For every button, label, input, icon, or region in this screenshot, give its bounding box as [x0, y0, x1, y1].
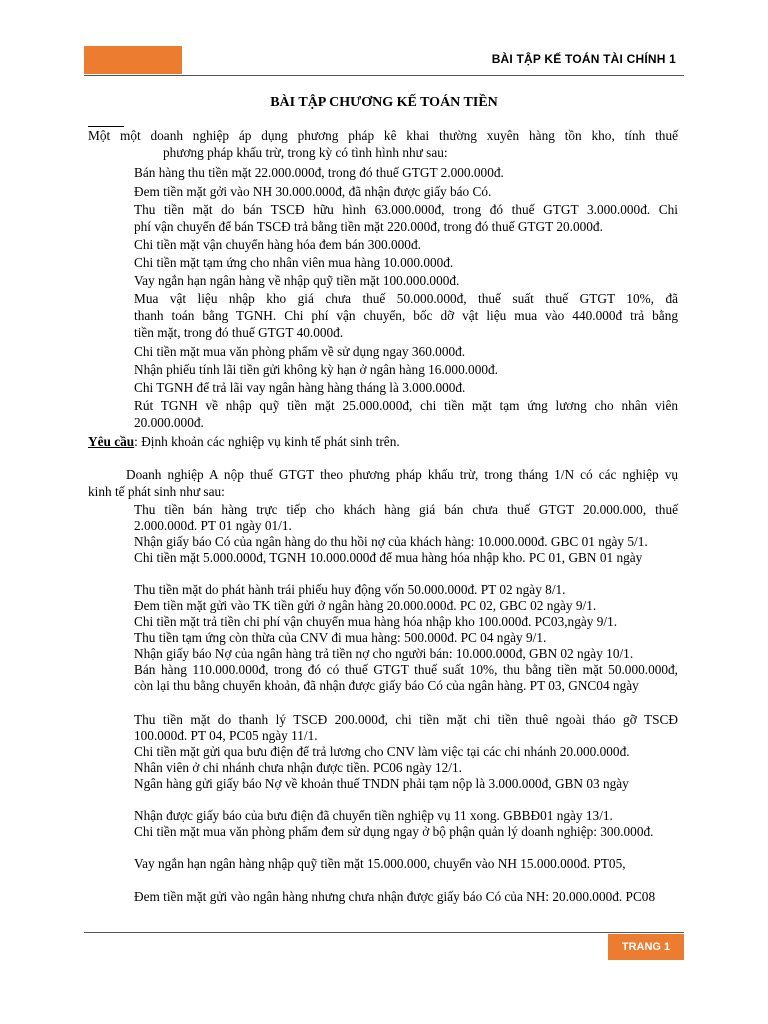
- requirement-line: [88, 434, 400, 450]
- exercise2-item: Chi tiền mặt gửi qua bưu điện để trả lương cho CNV làm việc tại các chi nhánh 20.000.000đ.: [134, 744, 630, 759]
- exercise1-item: Rút TGNH về nhập quỹ tiền mặt 25.000.000đ, chi tiền mặt tạm ứng lương cho nhân viên: [134, 398, 678, 413]
- exercise1-item: thanh toán bằng TGNH. Chi phí vận chuyển, bốc dỡ vật liệu mua vào 440.000đ trả bằng: [134, 308, 678, 323]
- exercise1-item: Vay ngắn hạn ngân hàng về nhập quỹ tiền mặt 100.000.000đ.: [134, 273, 460, 288]
- requirement-label: Yêu cầu: [88, 434, 135, 449]
- exercise2-intro-line2: kinh tế phát sinh như sau:: [88, 484, 225, 499]
- exercise2-item: Đem tiền mặt gửi vào ngân hàng nhưng chưa nhận được giấy báo Có của NH: 20.000.000đ. PC08: [134, 889, 656, 904]
- exercise1-item: tiền mặt, trong đó thuế GTGT 40.000đ.: [134, 325, 344, 340]
- exercise2-item: Chi tiền mặt mua văn phòng phẩm đem sử dụng ngay ở bộ phận quản lý doanh nghiệp: 300.000đ.: [134, 824, 654, 839]
- exercise2-item: Nhân viên ở chi nhánh chưa nhận được tiền. PC06 ngày 12/1.: [134, 760, 462, 775]
- exercise1-intro-line1: Một một doanh nghiệp áp dụng phương pháp kê khai thường xuyên hàng tồn kho, tính thuế: [88, 128, 678, 143]
- exercise1-item: Đem tiền mặt gởi vào NH 30.000.000đ, đã nhận được giấy báo Có.: [134, 184, 492, 199]
- exercise2-item: Chi tiền mặt 5.000.000đ, TGNH 10.000.000đ để mua hàng hóa nhập kho. PC 01, GBN 01 ngày: [134, 550, 643, 565]
- exercise2-item: còn lại thu bằng chuyển khoản, đã nhận được giấy báo Có của ngân hàng. PT 03, GNC04 ngày: [134, 678, 639, 693]
- exercise2-item: Vay ngắn hạn ngân hàng nhập quỹ tiền mặt 15.000.000, chuyển vào NH 15.000.000đ. PT05,: [134, 856, 626, 871]
- exercise1-intro-line2: phương pháp khấu trừ, trong kỳ có tình hình như sau:: [163, 145, 448, 160]
- header-title: BÀI TẬP KẾ TOÁN TÀI CHÍNH 1: [491, 52, 676, 66]
- exercise2-item: Nhận được giấy báo của bưu điện đã chuyển tiền nghiệp vụ 11 xong. GBBĐ01 ngày 13/1.: [134, 808, 613, 823]
- header-divider: [84, 75, 684, 76]
- exercise2-item: Thu tiền tạm ứng còn thừa của CNV đi mua hàng: 500.000đ. PC 04 ngày 9/1.: [134, 630, 547, 645]
- exercise2-item: Thu tiền bán hàng trực tiếp cho khách hàng giá bán chưa thuế GTGT 20.000.000, thuế: [134, 502, 678, 517]
- exercise1-item: 20.000.000đ.: [134, 415, 204, 430]
- requirement-text: : Định khoản các nghiệp vụ kinh tế phát sinh trên.: [134, 434, 400, 449]
- footer-divider: [84, 932, 684, 933]
- exercise2-item: Chi tiền mặt trả tiền chi phí vận chuyển mua hàng hóa nhập kho 100.000đ. PC03,ngày 9/1.: [134, 614, 618, 629]
- exercise1-item: Chi tiền mặt tạm ứng cho nhân viên mua hàng 10.000.000đ.: [134, 255, 454, 270]
- exercise2-item: Ngân hàng gửi giấy báo Nợ về khoản thuế TNDN phải tạm nộp là 3.000.000đ, GBN 03 ngày: [134, 776, 629, 791]
- exercise1-item: phí vận chuyển để bán TSCĐ trả bằng tiền mặt 220.000đ, trong đó thuế GTGT 20.000đ.: [134, 219, 603, 234]
- exercise1-item: Thu tiền mặt do bán TSCĐ hữu hình 63.000.000đ, trong đó thuế GTGT 3.000.000đ. Chi: [134, 202, 678, 217]
- exercise1-item: Bán hàng thu tiền mặt 22.000.000đ, trong đó thuế GTGT 2.000.000đ.: [134, 165, 504, 180]
- exercise2-item: Thu tiền mặt do phát hành trái phiếu huy động vốn 50.000.000đ. PT 02 ngày 8/1.: [134, 582, 566, 597]
- exercise2-item: 100.000đ. PT 04, PC05 ngày 11/1.: [134, 728, 318, 743]
- exercise1-item: Mua vật liệu nhập kho giá chưa thuế 50.000.000đ, thuế suất thuế GTGT 10%, đã: [134, 291, 678, 306]
- exercise2-intro-line1: Doanh nghiệp A nộp thuế GTGT theo phương pháp khấu trừ, trong tháng 1/N có các nghiệp vụ: [126, 467, 678, 482]
- exercise2-item: Nhận giấy báo Nợ của ngân hàng trả tiền nợ cho người bán: 10.000.000đ, GBN 02 ngày 10/1.: [134, 646, 634, 661]
- exercise2-item: Nhận giấy báo Có của ngân hàng do thu hồi nợ của khách hàng: 10.000.000đ. GBC 01 ngày 5/1.: [134, 534, 648, 549]
- header-accent-bar: [84, 46, 182, 74]
- short-divider: [88, 126, 124, 127]
- exercise1-item: Chi tiền mặt mua văn phòng phẩm về sử dụng ngay 360.000đ.: [134, 344, 466, 359]
- exercise2-item: Đem tiền mặt gửi vào TK tiền gửi ở ngân hàng 20.000.000đ. PC 02, GBC 02 ngày 9/1.: [134, 598, 597, 613]
- document-title: BÀI TẬP CHƯƠNG KẾ TOÁN TIỀN: [270, 95, 498, 110]
- exercise1-item: Nhận phiếu tính lãi tiền gửi không kỳ hạn ở ngân hàng 16.000.000đ.: [134, 362, 498, 377]
- exercise1-item: Chi tiền mặt vận chuyển hàng hóa đem bán 300.000đ.: [134, 237, 421, 252]
- exercise2-item: Bán hàng 110.000.000đ, trong đó có thuế GTGT thuế suất 10%, thu bằng tiền mặt 50.000.000đ,: [134, 662, 678, 677]
- exercise2-item: 2.000.000đ. PT 01 ngày 01/1.: [134, 518, 292, 533]
- exercise1-item: Chi TGNH để trả lãi vay ngân hàng hàng tháng là 3.000.000đ.: [134, 380, 466, 395]
- exercise2-item: Thu tiền mặt do thanh lý TSCĐ 200.000đ, chi tiền mặt chi tiền thuê ngoài tháo gỡ TSCĐ: [134, 712, 678, 727]
- page-number-badge: TRANG 1: [608, 934, 684, 960]
